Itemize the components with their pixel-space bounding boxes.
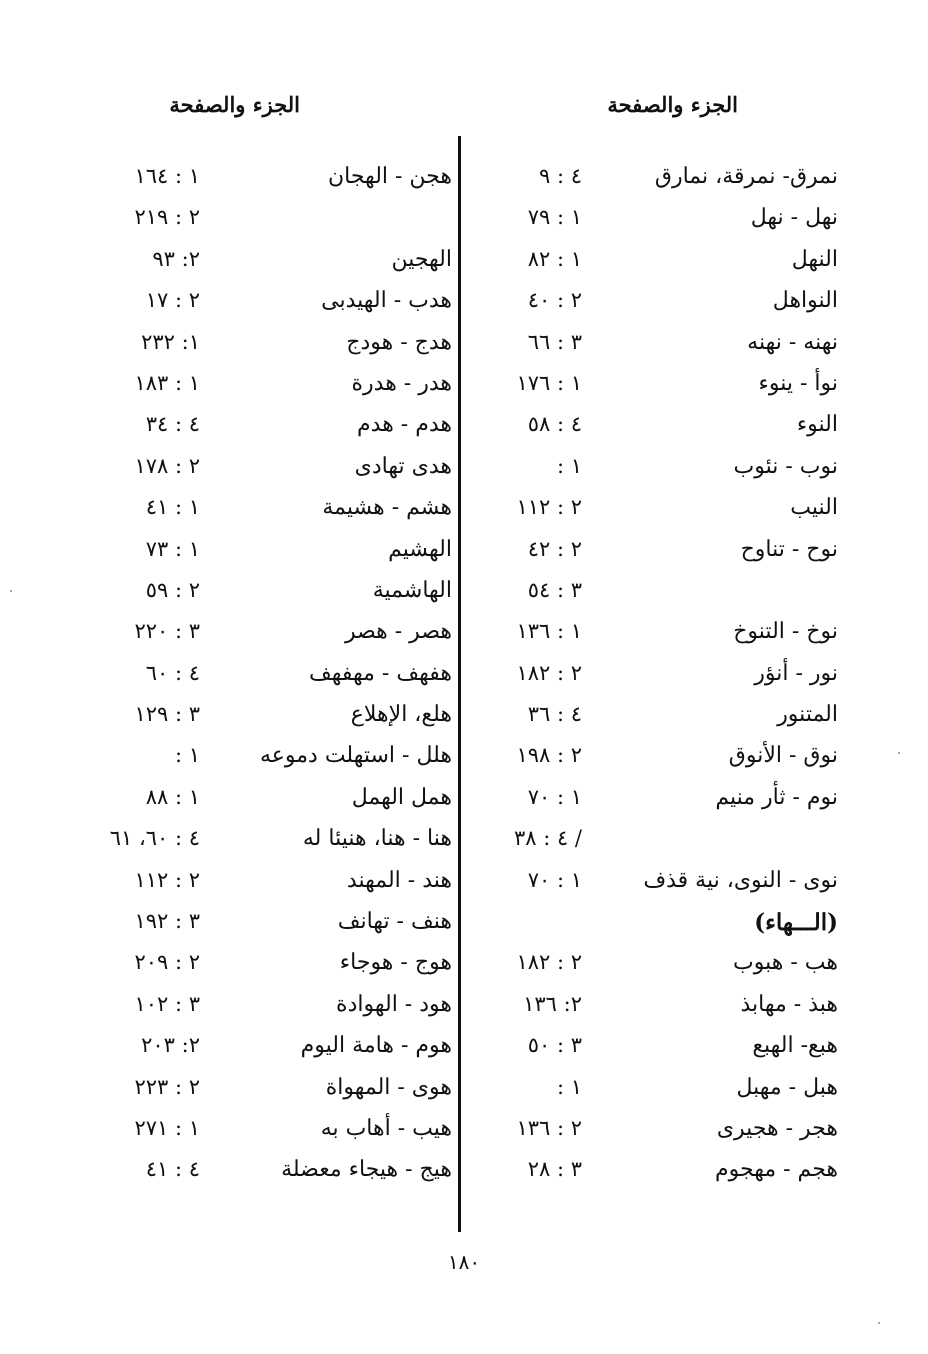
index-row [470, 491, 850, 532]
index-row [470, 864, 850, 905]
index-row [470, 408, 850, 449]
index-row [470, 326, 850, 367]
volume-page-ref: ١ : ٧٩ [527, 205, 582, 230]
index-term: هنف - تهانف [337, 909, 452, 935]
volume-page-ref: ١ : ١٣٦ [516, 619, 582, 644]
index-term: هيب - أهاب به [320, 1115, 452, 1141]
volume-page-ref: ١ : [556, 453, 582, 478]
index-term: هند - المهند [346, 867, 452, 893]
index-row [470, 615, 850, 656]
volume-page-ref: ٢ : ٢١٩ [134, 205, 200, 230]
index-term: نوخ - التنوخ [733, 619, 838, 645]
volume-page-ref: ١ : [556, 1074, 582, 1099]
index-term: هجر - هجيرى [716, 1115, 838, 1141]
index-term: هبع- الهبع [752, 1033, 838, 1059]
index-term: الهجين [391, 246, 452, 272]
index-row [40, 698, 460, 739]
index-term: هيج - هيجاء معضلة [281, 1157, 452, 1183]
index-row [470, 946, 850, 987]
index-row [470, 1112, 850, 1153]
index-row [470, 822, 850, 863]
volume-page-ref: ١: ٢٣٢ [141, 329, 200, 354]
volume-page-ref: ٢ : ١٧٨ [134, 453, 200, 478]
index-row [470, 781, 850, 822]
scan-speck [10, 590, 12, 592]
index-term: هدب - الهيدبى [321, 288, 452, 314]
scan-speck [878, 1322, 880, 1324]
volume-page-ref: ٢ : ٥٩ [145, 577, 200, 602]
volume-page-ref: ٢: ٩٣ [152, 246, 200, 271]
index-row [40, 533, 460, 574]
scan-speck [898, 752, 900, 754]
index-row [470, 284, 850, 325]
index-row [470, 1071, 850, 1112]
index-row [470, 1029, 850, 1070]
volume-page-ref: ١ : ٧٠ [527, 784, 582, 809]
volume-page-ref: ٤ : ٣٦ [527, 702, 582, 727]
index-row [470, 533, 850, 574]
index-term: هدى تهادى [354, 453, 452, 479]
index-term: نوب - نئوب [733, 453, 838, 479]
volume-page-ref: ١ : ١٨٣ [134, 370, 200, 395]
index-term: نوأ - ينوء [758, 370, 838, 396]
index-term: النواهل [772, 288, 838, 314]
index-row [470, 201, 850, 242]
index-row [40, 988, 460, 1029]
volume-page-ref: ٢ : ٢٢٣ [134, 1074, 200, 1099]
volume-page-ref: ٣ : ٦٦ [527, 329, 582, 354]
index-term: هب - هبوب [733, 950, 838, 976]
volume-page-ref: ٢ : ٤٠ [527, 288, 582, 313]
volume-page-ref: ٢: ٢٠٣ [141, 1033, 200, 1058]
index-row [40, 408, 460, 449]
index-term: هشم - هشيمة [322, 495, 452, 521]
index-row [40, 243, 460, 284]
index-term: نمرق- نمرقة، نمارق [654, 164, 838, 189]
volume-page-ref: ٣ : ٥٤ [527, 577, 582, 602]
volume-page-ref: ٢: ١٣٦ [523, 991, 582, 1016]
index-row [40, 615, 460, 656]
index-row [40, 905, 460, 946]
volume-page-ref: ٢ : ٤٢ [527, 536, 582, 561]
index-row [40, 864, 460, 905]
volume-page-ref: ٢ : ١٩٨ [516, 743, 582, 768]
volume-page-ref: ٤ : ٦٠، ٦١ [109, 826, 200, 851]
index-row [470, 160, 850, 201]
volume-page-ref: ٢ : ١٧ [145, 288, 200, 313]
index-term: الهشيم [388, 536, 452, 562]
volume-page-ref: ٢ : ١١٢ [134, 867, 200, 892]
volume-page-ref: ٢ : ١٣٦ [516, 1115, 582, 1140]
volume-page-ref: ٢ : ٢٠٩ [134, 950, 200, 975]
index-term: هدج - هودج [346, 329, 452, 355]
index-term: هبل - مهبل [736, 1074, 838, 1100]
index-row [470, 1153, 850, 1194]
volume-page-ref: ٣ : ١٢٩ [134, 702, 200, 727]
index-row [40, 1153, 460, 1194]
index-term: نهل - نهل [750, 205, 838, 231]
index-term: نهنه - نهنه [747, 329, 838, 355]
index-row [40, 491, 460, 532]
volume-page-ref: ١ : ١٦٤ [134, 164, 200, 188]
volume-page-ref: ١ : ٨٢ [527, 246, 582, 271]
index-row [40, 739, 460, 780]
index-term: هوج - هوجاء [339, 950, 452, 976]
index-row [470, 243, 850, 284]
index-row [40, 284, 460, 325]
index-row [470, 698, 850, 739]
index-term: النيب [790, 495, 838, 521]
index-row [470, 739, 850, 780]
volume-page-ref: ٣ : ١٠٢ [134, 991, 200, 1016]
index-row [40, 1029, 460, 1070]
index-row [40, 574, 460, 615]
index-term: هوم - هامة اليوم [300, 1033, 452, 1059]
volume-page-ref: ٣ : ٢٢٠ [134, 619, 200, 644]
right-column-header: الجزء والصفحة [607, 92, 738, 117]
volume-page-ref: ٣ : ١٩٢ [134, 909, 200, 934]
index-term: النوء [796, 412, 838, 438]
index-term: نوى - النوى، نية قذف [643, 867, 838, 893]
volume-page-ref: ٤ : ٣٤ [145, 412, 200, 437]
volume-page-ref: ٤ : ٥٨ [527, 412, 582, 437]
index-term: نوم - ثأر منيم [715, 784, 838, 810]
volume-page-ref: ١ : [174, 743, 200, 768]
volume-page-ref: ٣ : ٥٠ [527, 1033, 582, 1058]
index-term: هدر - هدرة [351, 370, 452, 396]
index-term: هلل - استهلت دموعه [259, 743, 452, 769]
index-term: نوق - الأنوق [728, 743, 838, 769]
index-term: هود - الهوادة [336, 991, 452, 1017]
volume-page-ref: ١ : ٨٨ [145, 784, 200, 809]
index-term: (الـــهاء) [754, 909, 838, 937]
index-row [40, 781, 460, 822]
index-term: هصر - هصر [344, 619, 452, 645]
index-term: نور - أنؤر [754, 660, 838, 686]
volume-page-ref: ١ : ٢٧١ [134, 1115, 200, 1140]
volume-page-ref: ١ : ٤١ [145, 495, 200, 520]
volume-page-ref: ٤ : ٦٠ [145, 660, 200, 685]
index-term: هلع، الإهلاع [350, 702, 452, 728]
index-row [40, 326, 460, 367]
volume-page-ref: ٤ : ٩ [539, 164, 582, 188]
index-term: هفهف - مهفهف [308, 660, 452, 686]
index-term: هدم - هدم [357, 412, 452, 438]
volume-page-ref: ٣ : ٢٨ [527, 1157, 582, 1182]
volume-page-ref: ١ : ١٧٦ [516, 370, 582, 395]
volume-page-ref: / ٤ : ٣٨ [513, 826, 582, 851]
volume-page-ref: ٢ : ١٨٢ [516, 950, 582, 975]
index-row [40, 450, 460, 491]
index-term: هبذ - مهابذ [740, 991, 838, 1017]
index-row [470, 905, 850, 946]
index-row [40, 201, 460, 242]
index-row [40, 657, 460, 698]
volume-page-ref: ٢ : ١٨٢ [516, 660, 582, 685]
index-row [470, 657, 850, 698]
index-row [470, 367, 850, 408]
volume-page-ref: ٤ : ٤١ [145, 1157, 200, 1182]
index-term: هنا - هنا، هنيئا له [302, 826, 452, 852]
index-term: المتنور [777, 702, 838, 728]
right-index-column [470, 160, 850, 1195]
index-term: الهاشمية [372, 577, 452, 603]
index-term: نوح - تناوح [740, 536, 838, 562]
index-row [40, 822, 460, 863]
index-term: هجم - مهجوم [715, 1157, 838, 1183]
index-term: النهل [791, 246, 838, 272]
left-column-header: الجزء والصفحة [169, 92, 300, 117]
index-term: هجن - الهجان [328, 164, 452, 189]
volume-page-ref: ٢ : ١١٢ [516, 495, 582, 520]
page-number: ١٨٠ [447, 1250, 481, 1274]
index-row [470, 574, 850, 615]
index-row [470, 988, 850, 1029]
index-row [470, 450, 850, 491]
index-term: هوى - المهواة [325, 1074, 452, 1100]
index-row [40, 1071, 460, 1112]
index-term: همل الهمل [351, 784, 452, 810]
index-row [40, 367, 460, 408]
index-row [40, 160, 460, 201]
left-index-column [40, 160, 460, 1195]
volume-page-ref: ١ : ٧٠ [527, 867, 582, 892]
index-row [40, 946, 460, 987]
volume-page-ref: ١ : ٧٣ [145, 536, 200, 561]
index-row [40, 1112, 460, 1153]
